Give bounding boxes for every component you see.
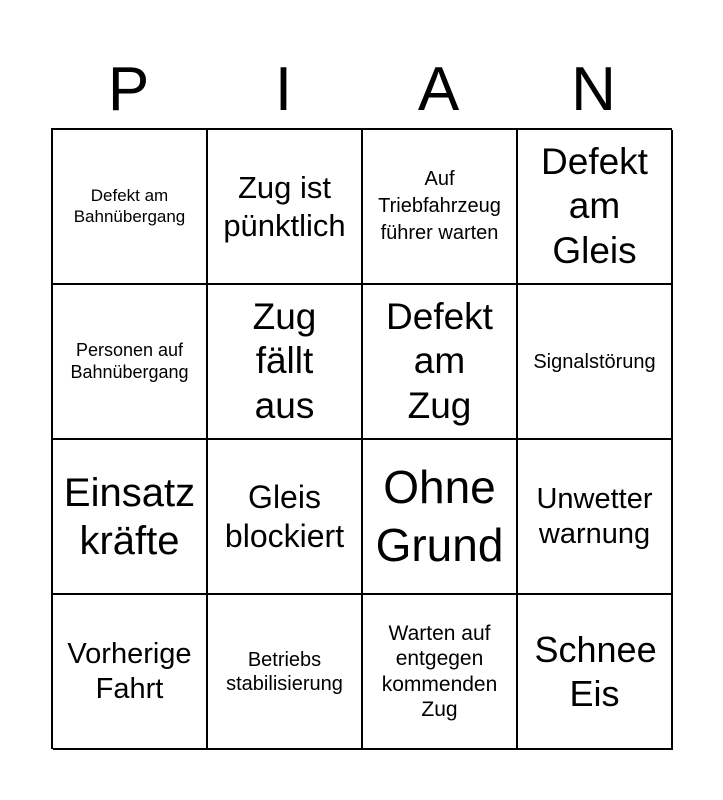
bingo-cell-r1c3[interactable] [363, 130, 518, 285]
bingo-header [51, 52, 671, 128]
cell-text: Zug fällt aus [252, 295, 317, 426]
cell-text: Schnee Eis [534, 629, 657, 714]
bingo-card-grid [51, 128, 672, 749]
cell-text: Unwetter warnung [536, 482, 653, 550]
bingo-cell-r4c4[interactable] [518, 595, 673, 750]
cell-text: Zug ist pünktlich [223, 170, 346, 243]
bingo-cell-r2c1[interactable] [53, 285, 208, 440]
cell-text: Vorherige Fahrt [67, 637, 192, 705]
bingo-cell-r3c1[interactable] [53, 440, 208, 595]
bingo-cell-r3c3[interactable] [363, 440, 518, 595]
cell-text: Auf Triebfahrzeug führer warten [378, 168, 501, 244]
cell-text: Betriebs stabilisierung [226, 648, 343, 695]
header-letter-i: I [274, 55, 293, 124]
bingo-cell-r4c1[interactable] [53, 595, 208, 750]
bingo-cell-r2c2[interactable] [208, 285, 363, 440]
cell-text: Defekt am Zug [386, 295, 493, 426]
cell-text: Defekt am Bahnübergang [73, 186, 186, 226]
cell-text: Personen auf Bahnübergang [70, 339, 189, 382]
cell-text: Einsatz kräfte [63, 470, 196, 563]
bingo-cell-r3c2[interactable] [208, 440, 363, 595]
bingo-cell-r2c3[interactable] [363, 285, 518, 440]
bingo-cell-r1c1[interactable] [53, 130, 208, 285]
bingo-cell-r2c4[interactable] [518, 285, 673, 440]
bingo-cell-r1c4[interactable] [518, 130, 673, 285]
header-letter-a: A [417, 55, 460, 124]
cell-text: Signalstörung [533, 350, 656, 373]
cell-text: Defekt am Gleis [541, 140, 648, 271]
bingo-cell-r4c2[interactable] [208, 595, 363, 750]
cell-text: Ohne Grund [375, 461, 504, 571]
header-letter-n: N [571, 55, 616, 124]
cell-text: Warten auf entgegen kommenden Zug [381, 622, 498, 721]
cell-text: Gleis blockiert [224, 479, 345, 554]
header-letter-p: P [107, 55, 150, 124]
bingo-cell-r1c2[interactable] [208, 130, 363, 285]
bingo-cell-r4c3[interactable] [363, 595, 518, 750]
bingo-cell-r3c4[interactable] [518, 440, 673, 595]
